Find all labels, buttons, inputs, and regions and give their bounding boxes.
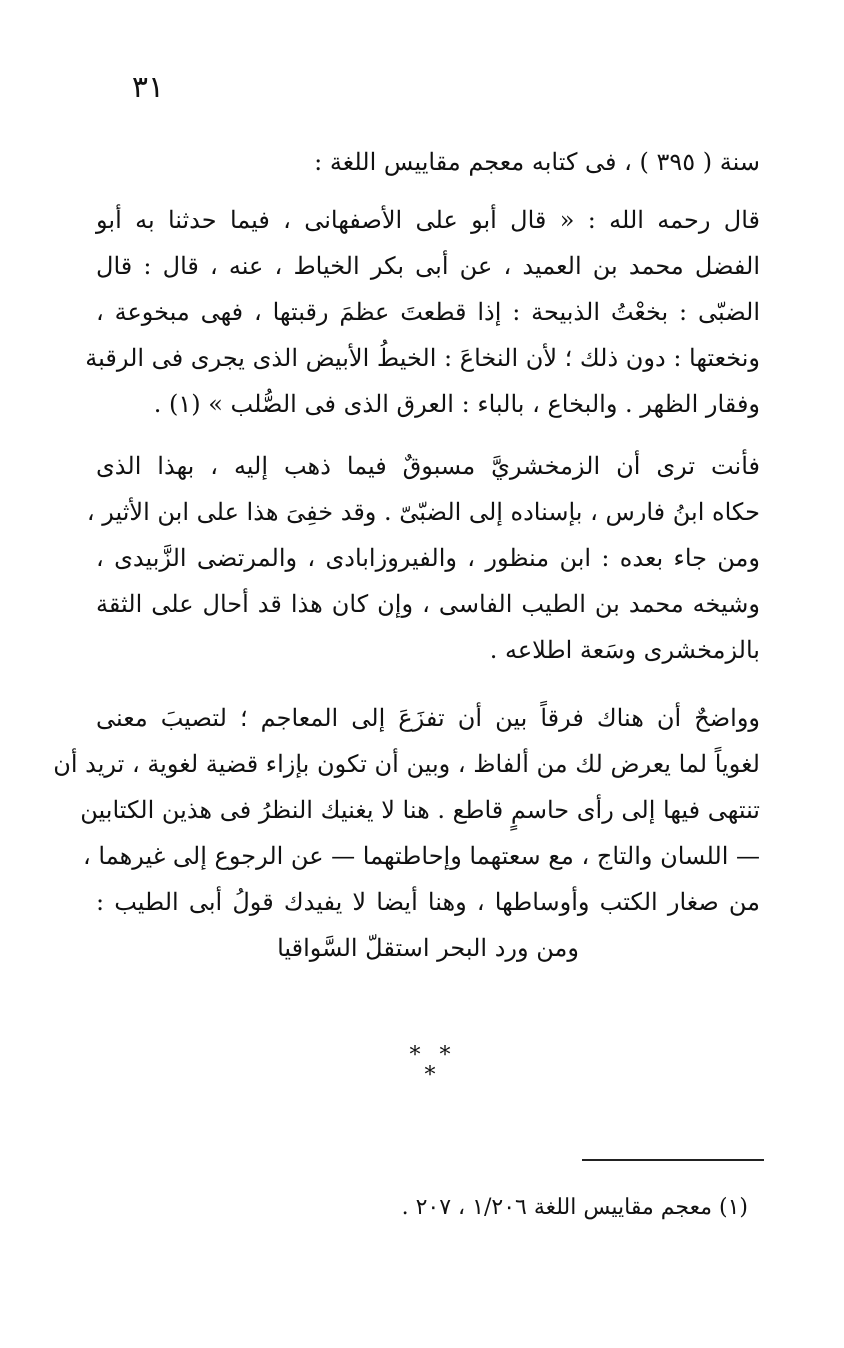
paragraph-line: فأنت ترى أن الزمخشريَّ مسبوقٌ فيما ذهب إليه ، بهذا الذى: [96, 452, 760, 480]
text-line: سنة ( ٣٩٥ ) ، فى كتابه معجم مقاييس اللغة :: [314, 148, 760, 176]
verse-line: ومن ورد البحر استقلّ السَّواقيا: [277, 934, 579, 962]
paragraph-line: الضبّى : بخعْتُ الذبيحة : إذا قطعتَ عظمَ رقبتها ، فهى مبخوعة ،: [96, 298, 760, 326]
paragraph-line: ومن جاء بعده : ابن منظور ، والفيروزابادى ، والمرتضى الزَّبيدى ،: [96, 544, 760, 572]
paragraph-line: تنتهى فيها إلى رأى حاسمٍ قاطع . هنا لا يغنيك النظرُ فى هذين الكتابين: [80, 796, 760, 824]
paragraph-line: لغوياً لما يعرض لك من ألفاظ ، وبين أن تكون بإزاء قضية لغوية ، تريد أن: [53, 750, 760, 778]
paragraph-line: بالزمخشرى وسَعة اطلاعه .: [489, 636, 760, 664]
page-number: ٣١: [131, 70, 165, 105]
paragraph-line: وشيخه محمد بن الطيب الفاسى ، وإن كان هذا قد أحال على الثقة: [96, 590, 760, 618]
paragraph-line: من صغار الكتب وأوساطها ، وهنا أيضا لا يفيدك قولُ أبى الطيب :: [96, 888, 760, 916]
paragraph-line: ونخعتها : دون ذلك ؛ لأن النخاعَ : الخيطُ الأبيض الذى يجرى فى الرقبة: [85, 344, 760, 372]
paragraph-line: الفضل محمد بن العميد ، عن أبى بكر الخياط ، عنه ، قال : قال: [96, 252, 760, 280]
paragraph-line: وواضحٌ أن هناك فرقاً بين أن تفزَعَ إلى المعاجم ؛ لتصيبَ معنى: [96, 704, 761, 732]
paragraph-line: وفقار الظهر . والبخاع ، بالباء : العرق الذى فى الصُّلب » (١) .: [153, 390, 760, 418]
paragraph-line: — اللسان والتاج ، مع سعتهما وإحاطتهما — عن الرجوع إلى غيرهما ،: [83, 842, 760, 870]
paragraph-line: قال رحمه الله : « قال أبو على الأصفهانى ، فيما حدثنا به أبو: [96, 206, 760, 234]
paragraph-line: حكاه ابنُ فارس ، بإسناده إلى الضبّىّ . وقد خفِىَ هذا على ابن الأثير ،: [86, 498, 760, 526]
section-divider: * * *: [409, 1043, 457, 1088]
footnote: (١) معجم مقاييس اللغة ١/٢٠٦ ، ٢٠٧ .: [401, 1195, 748, 1220]
footnote-separator: [582, 1159, 764, 1161]
